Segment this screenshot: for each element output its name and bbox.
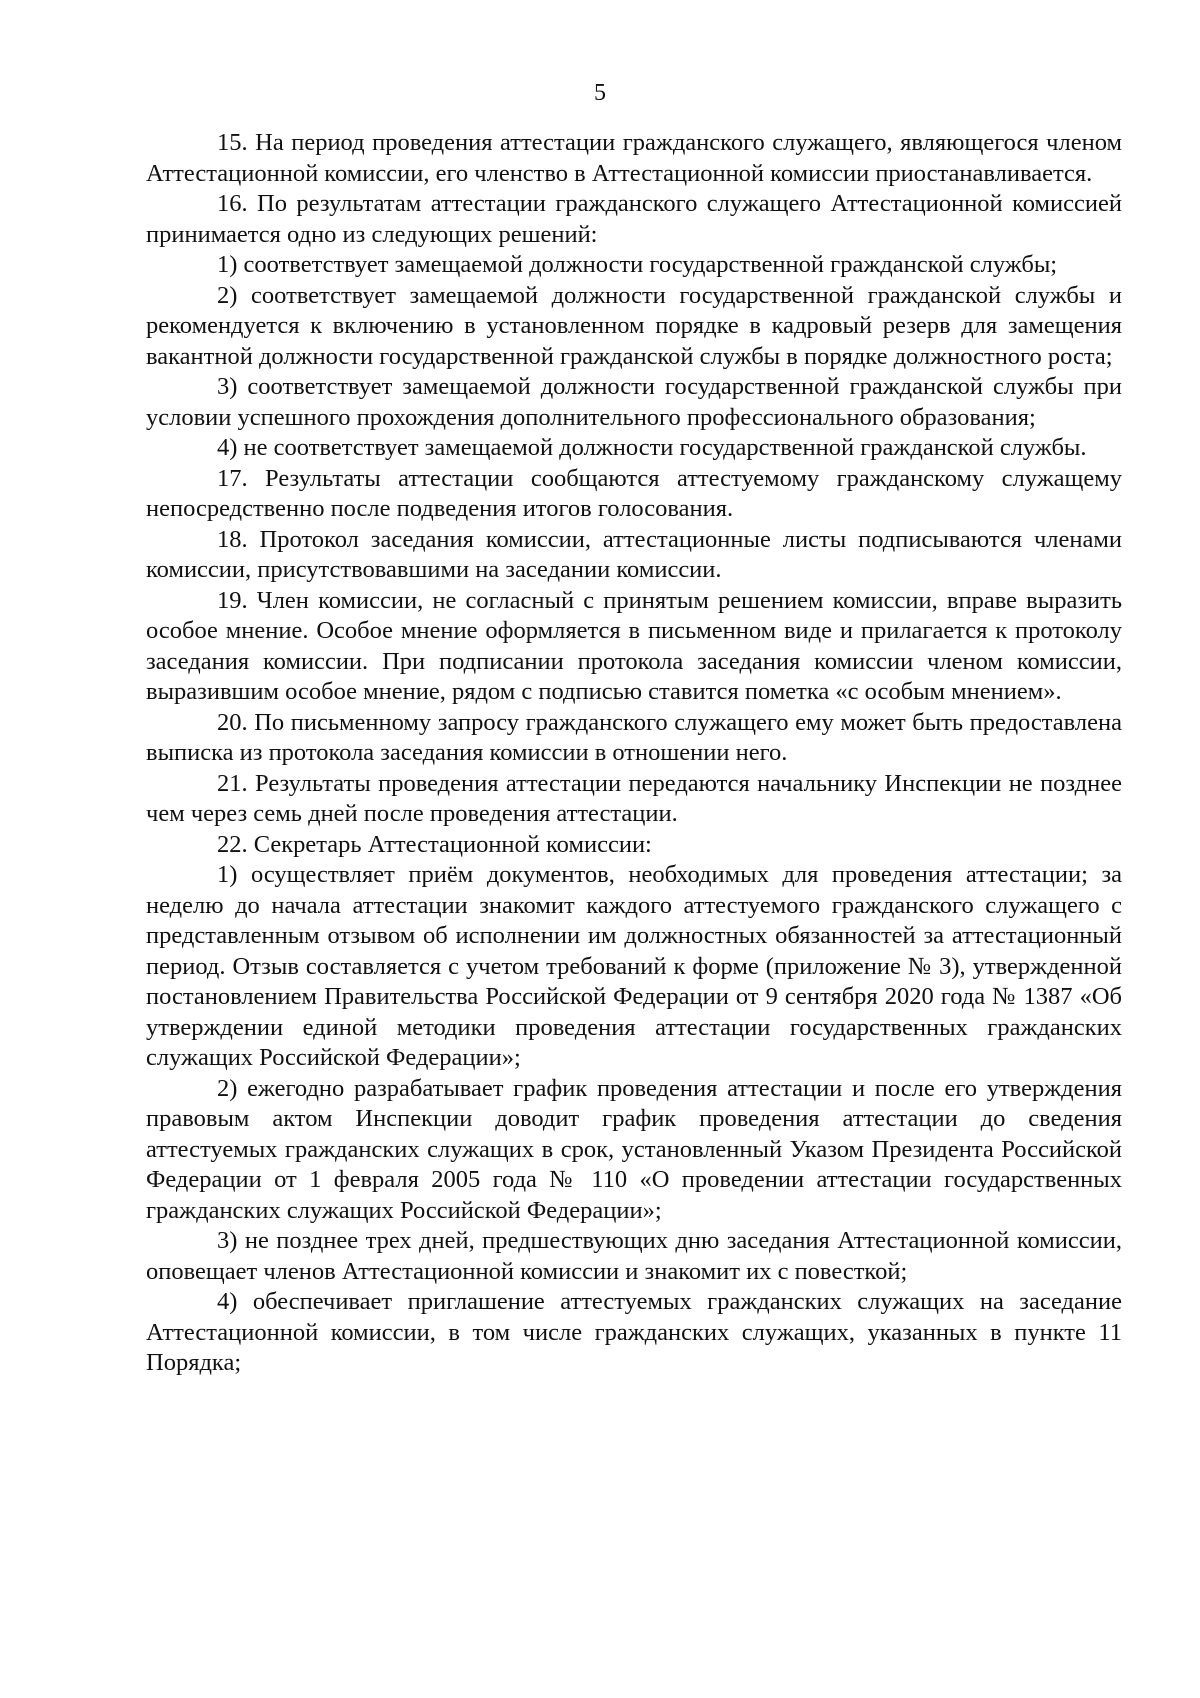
paragraph-16-item-2: 2) соответствует замещаемой должности государственной гражданской службы и рекомендуется к включению в установленном порядке в кадровый резерв для замещения вакантной должности государственной гражданской службы в порядке должностного роста;	[146, 281, 1122, 370]
paragraph-22-item-2: 2) ежегодно разрабатывает график проведения аттестации и после его утверждения правовым актом Инспекции доводит график проведения аттестации до сведения аттестуемых гражданских служащих в срок, установленный Указом Президента Российской Федерации от 1 февраля 2005 года № 110 «О проведении аттестации государственных гражданских служащих Российской Федерации»;	[146, 1074, 1122, 1224]
paragraph-21: 21. Результаты проведения аттестации передаются начальнику Инспекции не позднее чем через семь дней после проведения аттестации.	[146, 769, 1122, 827]
paragraph-22-item-1: 1) осуществляет приём документов, необходимых для проведения аттестации; за неделю до начала аттестации знакомит каждого аттестуемого гражданского служащего с представленным отзывом об исполнении им должностных обязанностей за аттестационный период. Отзыв составляется с учетом требований к форме (приложение № 3), утвержденной постановлением Правительства Российской Федерации от 9 сентября 2020 года № 1387 «Об утверждении единой методики проведения аттестации государственных гражданских служащих Российской Федерации»;	[146, 861, 1122, 1071]
paragraph-20: 20. По письменному запросу гражданского служащего ему может быть предоставлена выписка из протокола заседания комиссии в отношении него.	[146, 708, 1122, 766]
document-body	[146, 128, 1122, 1379]
paragraph-18: 18. Протокол заседания комиссии, аттестационные листы подписываются членами комиссии, присутствовавшими на заседании комиссии.	[146, 525, 1122, 583]
paragraph-16: 16. По результатам аттестации гражданского служащего Аттестационной комиссией принимается одно из следующих решений:	[146, 190, 1122, 248]
paragraph-16-item-1: 1) соответствует замещаемой должности государственной гражданской службы;	[217, 251, 1058, 278]
paragraph-22: 22. Секретарь Аттестационной комиссии:	[217, 830, 652, 858]
paragraph-22-item-3: 3) не позднее трех дней, предшествующих дню заседания Аттестационной комиссии, оповещает членов Аттестационной комиссии и знакомит их с повесткой;	[146, 1227, 1122, 1285]
page-number: 5	[594, 80, 606, 106]
paragraph-17: 17. Результаты аттестации сообщаются аттестуемому гражданскому служащему непосредственно после подведения итогов голосования.	[146, 464, 1122, 522]
paragraph-16-item-3: 3) соответствует замещаемой должности государственной гражданской службы при условии успешного прохождения дополнительного профессионального образования;	[146, 373, 1122, 431]
paragraph-19: 19. Член комиссии, не согласный с принятым решением комиссии, вправе выразить особое мнение. Особое мнение оформляется в письменном виде и прилагается к протоколу заседания комиссии. При подписании протокола заседания комиссии членом комиссии, выразившим особое мнение, рядом с подписью ставится пометка «с особым мнением».	[146, 586, 1122, 705]
paragraph-15: 15. На период проведения аттестации гражданского служащего, являющегося членом Аттестационной комиссии, его членство в Аттестационной комиссии приостанавливается.	[146, 129, 1122, 187]
paragraph-16-item-4: 4) не соответствует замещаемой должности государственной гражданской службы.	[217, 434, 1087, 461]
paragraph-22-item-4: 4) обеспечивает приглашение аттестуемых гражданских служащих на заседание Аттестационной комиссии, в том числе гражданских служащих, указанных в пункте 11 Порядка;	[146, 1288, 1122, 1376]
